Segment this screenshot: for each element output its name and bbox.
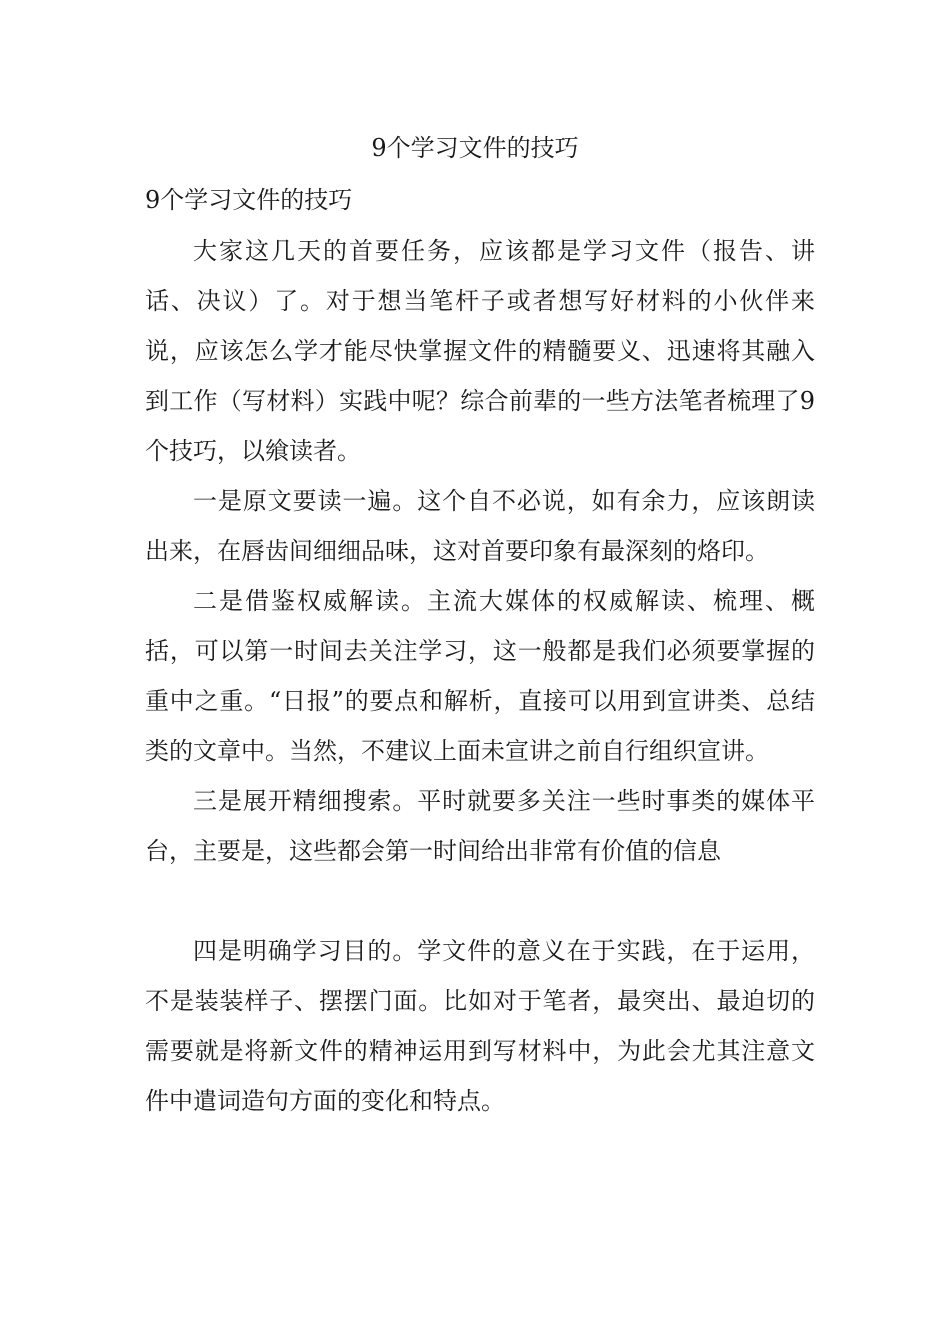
paragraph-tip-4: 四是明确学习目的。学文件的意义在于实践，在于运用，不是装装样子、摆摆门面。比如对于笔者，最突出、最迫切的需要就是将新文件的精神运用到写材料中，为此会尤其注意文件中遣词造句方面的变化和特点。	[145, 937, 815, 1115]
paragraph-intro: 大家这几天的首要任务，应该都是学习文件（报告、讲话、决议）了。对于想当笔杆子或者想写好材料的小伙伴来说，应该怎么学才能尽快掌握文件的精髓要义、迅速将其融入到工作（写材料）实践中呢？综合前辈的一些方法笔者梳理了9个技巧，以飨读者。	[145, 237, 815, 465]
paragraph-tip-2: 二是借鉴权威解读。主流大媒体的权威解读、梳理、概括，可以第一时间去关注学习，这一般都是我们必须要掌握的重中之重。“日报”的要点和解析，直接可以用到宣讲类、总结类的文章中。当然，不建议上面未宣讲之前自行组织宣讲。	[145, 587, 815, 765]
document-title: 9个学习文件的技巧	[371, 134, 579, 162]
document-body	[145, 226, 815, 1126]
paragraph-gap	[145, 876, 815, 926]
paragraph-tip-1: 一是原文要读一遍。这个自不必说，如有余力，应该朗读出来，在唇齿间细细品味，这对首要印象有最深刻的烙印。	[145, 487, 815, 565]
document-subtitle: 9个学习文件的技巧	[145, 186, 353, 214]
paragraph-tip-3: 三是展开精细搜索。平时就要多关注一些时事类的媒体平台，主要是，这些都会第一时间给出非常有价值的信息	[145, 787, 815, 865]
